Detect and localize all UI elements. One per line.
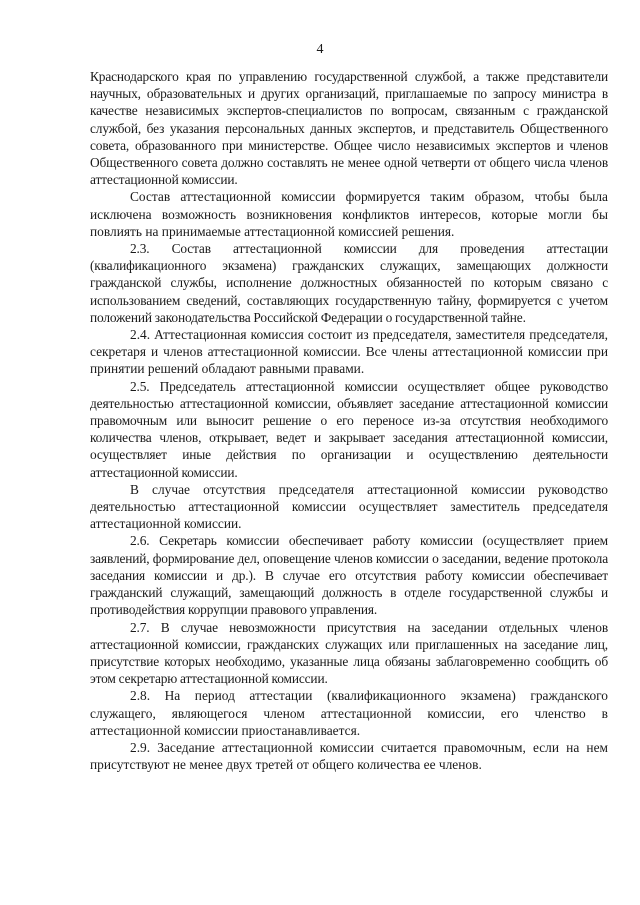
page-number: 4 (316, 42, 324, 57)
paragraph-conflict-of-interest: Состав аттестационной комиссии формируется таким образом, чтобы была исключена возможность возникновения конфликтов интересов, которые могли бы повлиять на принимаемые аттестационной комиссией решения. (90, 189, 608, 239)
document-body (90, 68, 608, 773)
paragraph-2-3: 2.3. Состав аттестационной комиссии для проведения аттестации (квалификационного экзамена) гражданских служащих, замещающих должности гражданской службы, исполнение должностных обязанностей по которым связано с использованием сведений, составляющих государственную тайну, формируется с учетом положений законодательства Российской Федерации о государственной тайне. (90, 241, 608, 325)
paragraph-2-8: 2.8. На период аттестации (квалификационного экзамена) гражданского служащего, являющегося членом аттестационной комиссии, его членство в аттестационной комиссии приостанавливается. (90, 688, 608, 738)
paragraph-2-7: 2.7. В случае невозможности присутствия на заседании отдельных членов аттестационной комиссии, гражданских служащих или приглашенных на заседание лиц, присутствие которых необходимо, указанные лица обязаны заблаговременно сообщить об этом секретарю аттестационной комиссии. (90, 619, 608, 687)
paragraph-2-6: 2.6. Секретарь комиссии обеспечивает работу комиссии (осуществляет прием заявлений, формирование дел, оповещение членов комиссии о заседании, ведение протокола заседания комиссии и др.). В случае его отсутствия работу комиссии обеспечивает гражданский служащий, замещающий должность в отделе государственной службы и противодействия коррупции правового управления. (90, 533, 608, 618)
paragraph-2-9: 2.9. Заседание аттестационной комиссии считается правомочным, если на нем присутствуют не менее двух третей от общего количества ее членов. (90, 739, 608, 773)
paragraph-chair-absence: В случае отсутствия председателя аттестационной комиссии руководство деятельностью аттестационной комиссии осуществляет заместитель председателя аттестационной комиссии. (90, 481, 608, 532)
paragraph-2-4: 2.4. Аттестационная комиссия состоит из председателя, заместителя председателя, секретаря и членов аттестационной комиссии. Все члены аттестационной комиссии при принятии решений обладают равными правами. (90, 327, 608, 377)
paragraph-2-5: 2.5. Председатель аттестационной комиссии осуществляет общее руководство деятельностью аттестационной комиссии, объявляет заседание аттестационной комиссии правомочным или выносит решение о его переносе из-за отсутствия необходимого количества членов, открывает, ведет и закрывает заседания аттестационной комиссии, осуществляет иные действия по организации и осуществлению деятельности аттестационной комиссии. (90, 378, 608, 480)
paragraph-experts: Краснодарского края по управлению государственной службой, а также представители научных, образовательных и других организаций, приглашаемые по запросу министра в качестве независимых экспертов-специалистов по вопросам, связанным с гражданской службой, без указания персональных данных экспертов, и представитель Общественного совета, образованного при министерстве. Общее число независимых экспертов и членов Общественного совета должно составлять не менее одной четверти от общего числа членов аттестационной комиссии. (90, 69, 608, 188)
